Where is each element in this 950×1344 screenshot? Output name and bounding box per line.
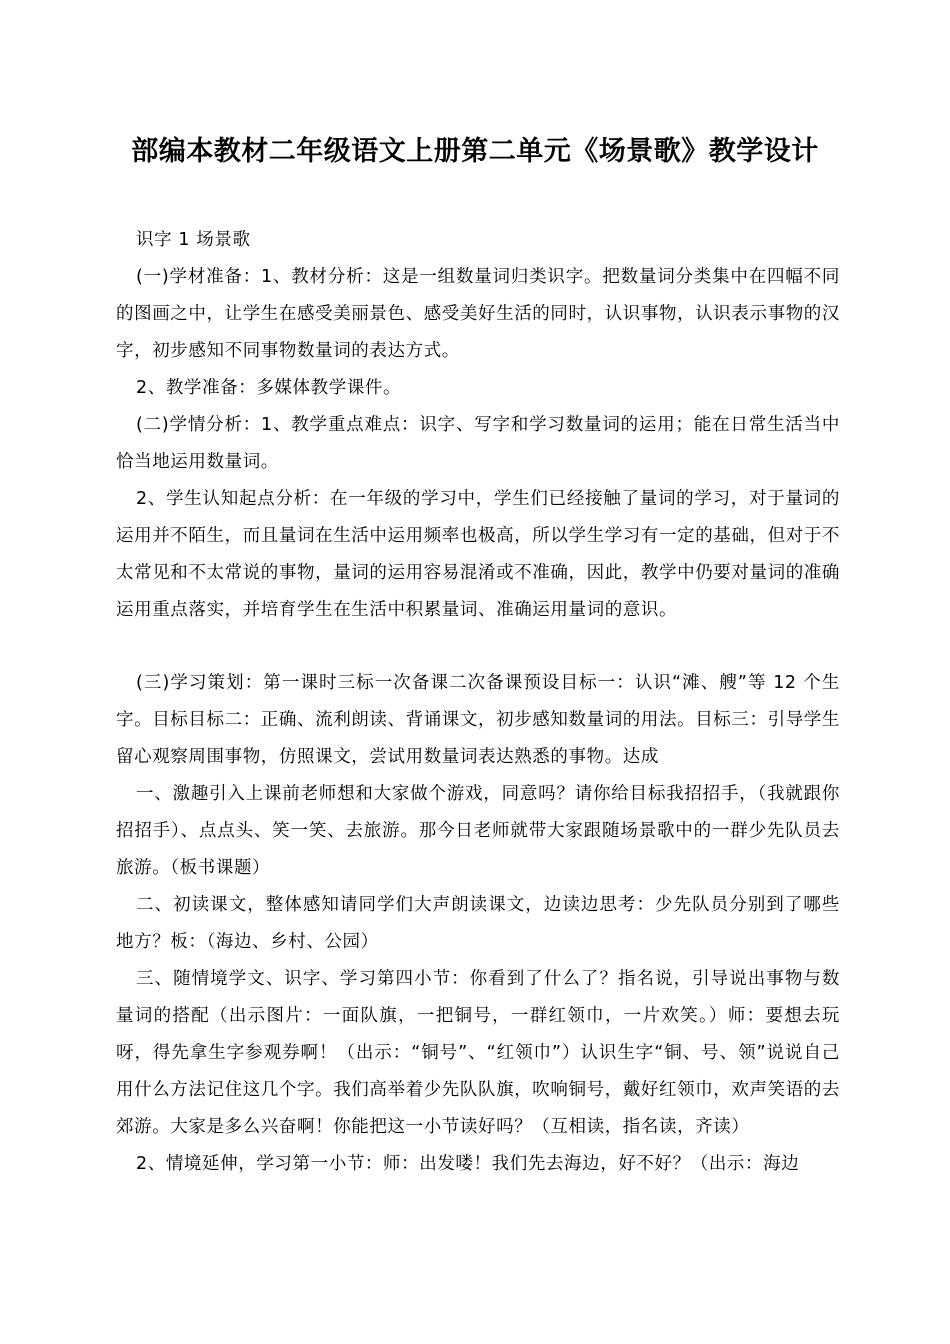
- paragraph-lesson-heading: 识字 1 场景歌: [136, 230, 251, 250]
- document-title: 部编本教材二年级语文上册第二单元《场景歌》教学设计: [131, 136, 819, 167]
- document-body: [116, 222, 840, 1183]
- paragraph-situation-extension: 2、情境延伸，学习第一小节：师：出发喽！我们先去海边，好不好？（出示：海边: [136, 1154, 800, 1174]
- paragraph-cognitive-start: 2、学生认知起点分析：在一年级的学习中，学生们已经接触了量词的学习，对于量词的运用并不陌生，而且量词在生活中运用频率也极高，所以学生学习有一定的基础，但对于不太常见和不太常说的事物，量词的运用容易混淆或不准确，因此，教学中仍要对量词的准确运用重点落实，并培育学生在生活中积累量词、准确运用量词的意识。: [116, 489, 840, 620]
- paragraph-step-three: 三、随情境学文、识字、学习第四小节：你看到了什么了？指名说，引导说出事物与数量词的搭配（出示图片：一面队旗，一把铜号，一群红领巾，一片欢笑。）师：要想去玩呀，得先拿生字参观券啊！（出示：“铜号”、“红领巾”）认识生字“铜、号、领”说说自己用什么方法记住这几个字。我们高举着少先队队旗，吹响铜号，戴好红领巾，欢声笑语的去郊游。大家是多么兴奋啊！你能把这一小节读好吗？（互相读，指名读，齐读）: [116, 969, 840, 1137]
- paragraph-learning-analysis: (二)学情分析：1、教学重点难点：识字、写字和学习数量词的运用；能在日常生活当中恰当地运用数量词。: [116, 415, 840, 472]
- paragraph-step-one: 一、激趣引入上课前老师想和大家做个游戏，同意吗？请你给目标我招招手，（我就跟你招招手）、点点头、笑一笑、去旅游。那今日老师就带大家跟随场景歌中的一群少先队员去旅游。（板书课题）: [116, 784, 840, 878]
- paragraph-learning-plan: (三)学习策划：第一课时三标一次备课二次备课预设目标一：认识“滩、艘”等 12 个生字。目标目标二：正确、流利朗读、背诵课文，初步感知数量词的用法。目标三：引导学生留心观察周围事物，仿照课文，尝试用数量词表达熟悉的事物。达成: [116, 673, 840, 767]
- paragraph-material-preparation: (一)学材准备：1、教材分析：这是一组数量词归类识字。把数量词分类集中在四幅不同的图画之中，让学生在感受美丽景色、感受美好生活的同时，认识事物，认识表示事物的汉字，初步感知不同事物数量词的表达方式。: [116, 267, 840, 361]
- paragraph-step-two: 二、初读课文，整体感知请同学们大声朗读课文，边读边思考：少先队员分别到了哪些地方？板：（海边、乡村、公园）: [116, 895, 840, 952]
- paragraph-teaching-preparation: 2、教学准备：多媒体教学课件。: [136, 378, 402, 398]
